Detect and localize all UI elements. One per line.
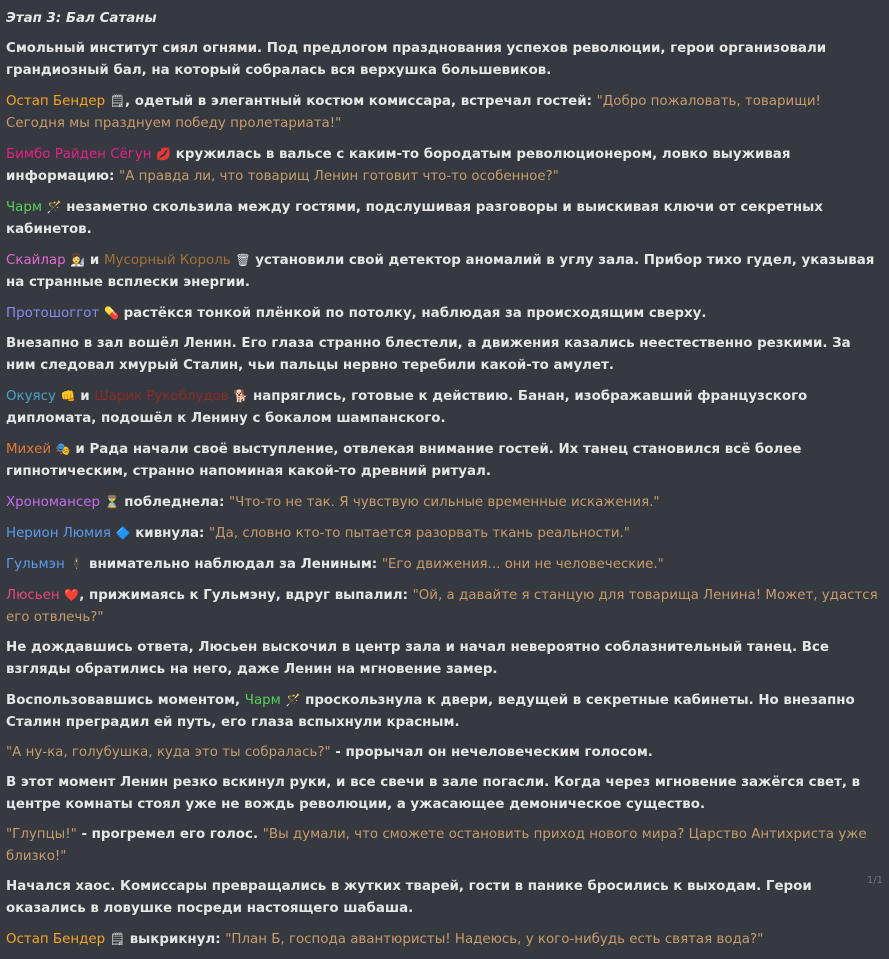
name-sharik: Шарик Рукоблудов: [94, 389, 229, 404]
and-word: и: [89, 253, 100, 268]
stage-title-text: Этап 3: Бал Сатаны: [6, 11, 157, 26]
paragraph-20-quote: "План Б, господа авантюристы! Надеюсь, у кого-нибудь есть святая вода?": [225, 932, 764, 947]
name-gulmen: Гульмэн: [6, 557, 65, 572]
paragraph-8-text: напряглись, готовые к действию. Банан, изображавший французского дипломата, подошёл к Ленину с бокалом шампанского.: [6, 389, 808, 426]
and-word: и: [80, 389, 90, 404]
paragraph-4-text: незаметно скользила между гостями, подслушивая разговоры и выискивая ключи от секретных кабинетов.: [6, 200, 823, 237]
paragraph-15: [6, 689, 883, 734]
name-chronomancer: Хрономансер: [6, 495, 100, 510]
paragraph-13: [6, 584, 883, 629]
paragraph-17: В этот момент Ленин резко вскинул руки, и все свечи в зале погасли. Когда через мгновение зажёгся свет, в центре комнаты стоял уже не вождь революции, а ужасающее демоническое существо.: [6, 775, 861, 812]
fist-icon: 👊: [60, 389, 76, 403]
name-bimbo: Бимбо Райден Сёгун: [6, 147, 152, 162]
paragraph-2-quote: "Добро пожаловать, товарищи! Сегодня мы празднуем победу пролетариата!": [6, 94, 821, 131]
paragraph-11: [6, 522, 883, 545]
blue-diamond-icon: 🔷: [115, 526, 131, 540]
page-indicator: 1/1: [866, 875, 883, 886]
paragraph-12: [6, 553, 883, 576]
name-ostap: Остап Бендер: [6, 94, 106, 109]
paragraph-14: Не дождавшись ответа, Люсьен выскочил в центр зала и начал невероятно соблазнительный танец. Все взгляды обратились на него, даже Ленин на мгновение замер.: [6, 640, 829, 677]
theater-masks-icon: 🎭: [55, 442, 71, 456]
name-protoshoggot: Протошоггот: [6, 306, 100, 321]
magic-wand-icon: 🪄: [285, 693, 301, 707]
name-trash-king: Мусорный Король: [103, 253, 231, 268]
magic-wand-icon: 🪄: [46, 200, 62, 214]
paragraph-4: [6, 196, 883, 241]
trash-can-icon: 🗑: [235, 253, 251, 267]
paragraph-3: [6, 143, 883, 188]
paragraph-11-quote: "Да, словно кто-то пытается разорвать ткань реальности.": [209, 526, 630, 541]
paragraph-9-text: и Рада начали своё выступление, отвлекая внимание гостей. Их танец становился всё более гипнотическим, странно напоминая какой-то древний ритуал.: [6, 442, 802, 479]
paragraph-10: [6, 491, 883, 514]
paragraph-20-text: выкрикнул:: [129, 932, 221, 947]
paragraph-3-quote: "А правда ли, что товарищ Ленин готовит что-то особенное?": [119, 169, 559, 184]
paragraph-9: [6, 438, 883, 483]
notepad-icon: 🗒: [109, 94, 126, 108]
name-nerion: Нерион Люмия: [6, 526, 111, 541]
paragraph-5-text: установили свой детектор аномалий в углу зала. Прибор тихо гудел, указывая на странные всплески энергии.: [6, 253, 875, 290]
notepad-icon: 🗒: [109, 932, 126, 946]
paragraph-10-text: побледнела:: [124, 495, 225, 510]
paragraph-16-quote: "А ну-ка, голубушка, куда это ты собралась?": [6, 745, 331, 760]
paragraph-2-text: , одетый в элегантный костюм комиссара, встречал гостей:: [125, 94, 592, 109]
paragraph-15-text: проскользнула к двери, ведущей в секретные кабинеты. Но внезапно Сталин преградил ей путь, его глаза вспыхнули красным.: [6, 693, 855, 730]
levitating-man-icon: 🕴: [69, 557, 85, 571]
paragraph-15-pre: Воспользовавшись моментом,: [6, 693, 241, 708]
pill-icon: 💊: [103, 306, 119, 320]
paragraph-16-text: - прорычал он нечеловеческим голосом.: [335, 745, 653, 760]
stage-title: [6, 8, 883, 30]
paragraph-3-text: кружилась в вальсе с каким-то бородатым революционером, ловко выуживая информацию:: [6, 147, 791, 184]
hourglass-icon: ⏳: [104, 495, 120, 509]
name-charm: Чарм: [6, 200, 42, 215]
paragraph-8: [6, 385, 883, 430]
paragraph-1: Смольный институт сиял огнями. Под предлогом празднования успехов революции, герои организовали грандиозный бал, на который собралась вся верхушка большевиков.: [6, 41, 827, 78]
paragraph-19: Начался хаос. Комиссары превращались в жутких тварей, гости в панике бросились к выходам. Герои оказались в ловушке посреди настоящего шабаша.: [6, 879, 812, 916]
paragraph-12-text: внимательно наблюдал за Лениным:: [89, 557, 378, 572]
paragraph-6-text: растёкся тонкой плёнкой по потолку, наблюдая за происходящим сверху.: [123, 306, 707, 321]
heart-icon: ❤️: [64, 588, 80, 602]
dog-icon: 🐕: [233, 389, 249, 403]
scientist-icon: 👩‍🔬: [70, 253, 86, 267]
paragraph-12-quote: "Его движения... они не человеческие.": [381, 557, 664, 572]
paragraph-6: [6, 302, 883, 325]
name-ostap: Остап Бендер: [6, 932, 106, 947]
name-mikhey: Михей: [6, 442, 52, 457]
paragraph-18-text: - прогремел его голос.: [81, 827, 259, 842]
paragraph-2: [6, 90, 883, 135]
paragraph-11-text: кивнула:: [135, 526, 205, 541]
message-body: [6, 8, 883, 959]
paragraph-13-text: , прижимаясь к Гульмэну, вдруг выпалил:: [79, 588, 408, 603]
paragraph-18-quote-2: "Вы думали, что сможете остановить приход нового мира? Царство Антихриста уже близко!": [6, 827, 867, 864]
paragraph-10-quote: "Что-то не так. Я чувствую сильные временные искажения.": [229, 495, 660, 510]
paragraph-18-quote-1: "Глупцы!": [6, 827, 77, 842]
paragraph-20: [6, 928, 883, 951]
paragraph-7: Внезапно в зал вошёл Ленин. Его глаза странно блестели, а движения казались неестественно резкими. За ним следовал хмурый Сталин, чьи пальцы нервно теребили какой-то амулет.: [6, 336, 851, 373]
name-charm: Чарм: [244, 693, 281, 708]
paragraph-18: [6, 824, 883, 868]
paragraph-16: [6, 742, 883, 764]
lips-icon: 💋: [156, 147, 172, 161]
paragraph-13-quote: "Ой, а давайте я станцую для товарища Ленина! Может, удастся его отвлечь?": [6, 588, 878, 625]
paragraph-5: [6, 249, 883, 294]
name-skylar: Скайлар: [6, 253, 66, 268]
name-okuyasu: Окуясу: [6, 389, 56, 404]
name-lyusen: Люсьен: [6, 588, 60, 603]
